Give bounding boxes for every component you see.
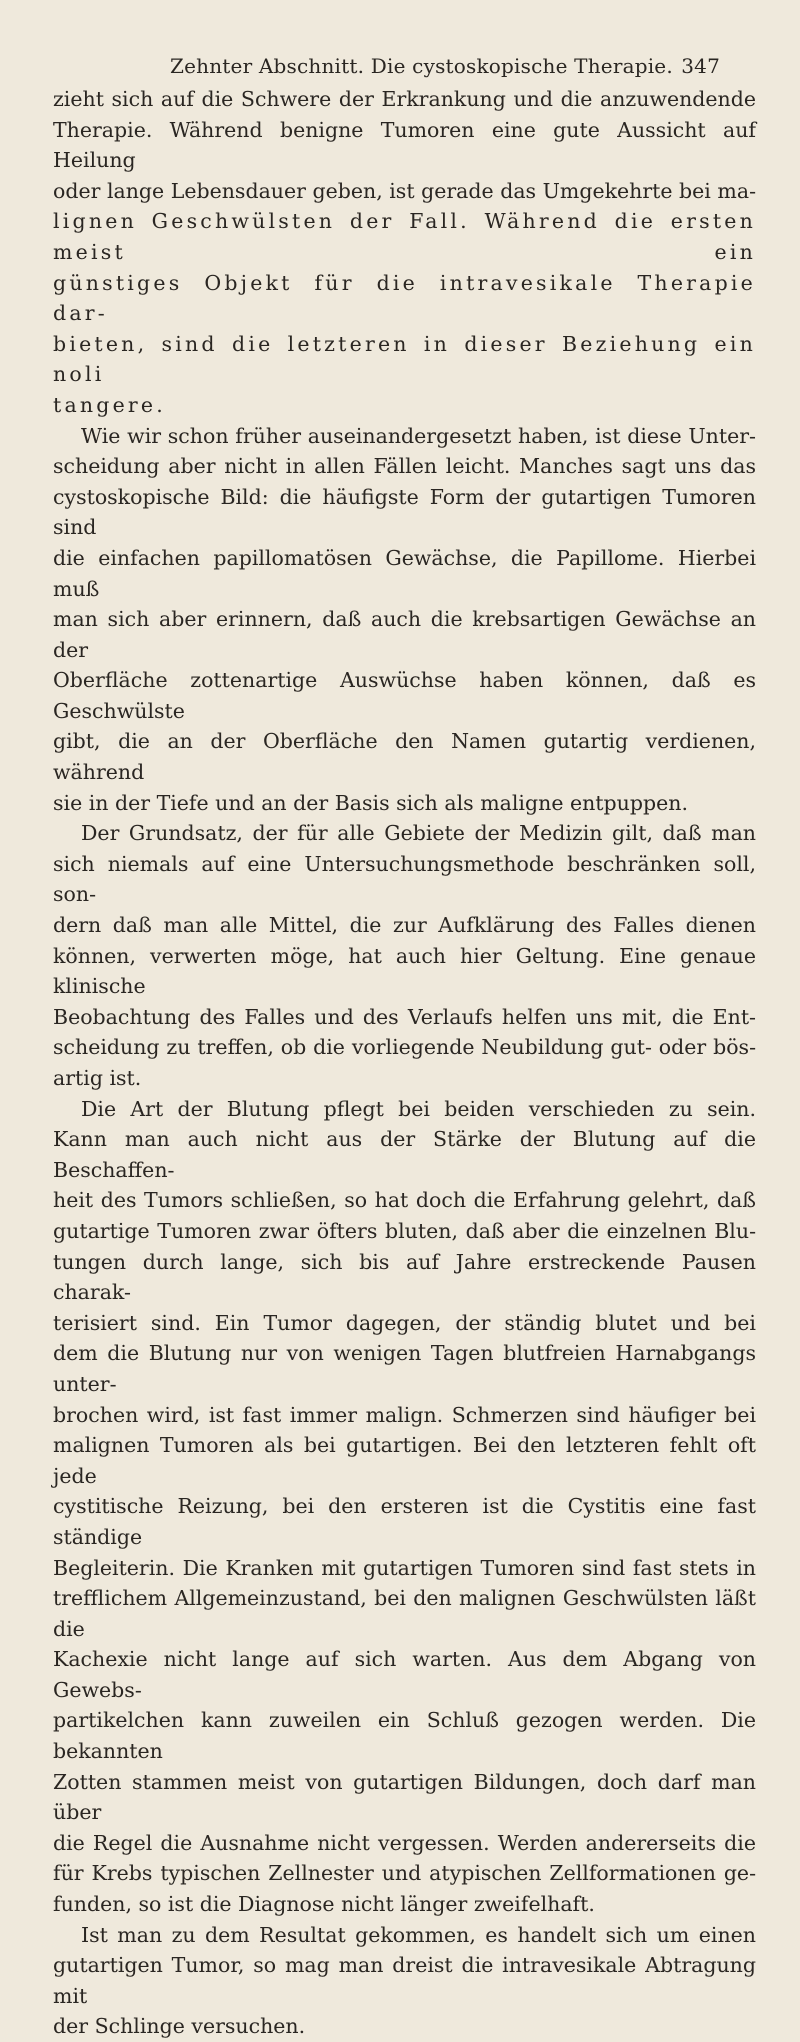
text-line: lignen Geschwülsten der Fall. Während die ersten meist ein xyxy=(53,209,756,264)
text-line: cystitische Reizung, bei den ersteren ist die Cystitis eine fast ständige xyxy=(53,1494,756,1549)
text-line: können, verwerten möge, hat auch hier Geltung. Eine genaue klinische xyxy=(53,943,756,999)
text-line: Therapie. Während benigne Tumoren eine gute Aussicht auf Heilung xyxy=(53,117,756,173)
text-line: brochen wird, ist fast immer malign. Schmerzen sind häufiger bei xyxy=(53,1402,756,1427)
text-line: Wie wir schon früher auseinandergesetzt haben, ist diese Unter- xyxy=(81,423,756,448)
text-line: Kann man auch nicht aus der Stärke der Blutung auf die Beschaffen- xyxy=(53,1127,756,1182)
text-line: die einfachen papillomatösen Gewächse, die Papillome. Hierbei muß xyxy=(53,545,756,601)
text-line: günstiges Objekt für die intravesikale Therapie dar- xyxy=(53,270,756,326)
text-line: Die Art der Blutung pflegt bei beiden verschieden zu sein. xyxy=(81,1096,756,1121)
text-line: gibt, die an der Oberfläche den Namen gutartig verdienen, während xyxy=(53,729,756,785)
text-line: sich niemals auf eine Untersuchungsmethode beschränken soll, son- xyxy=(53,851,756,907)
text-line: cystoskopische Bild: die häufigste Form der gutartigen Tumoren sind xyxy=(53,484,756,540)
text-line: Zotten stammen meist von gutartigen Bildungen, doch darf man über xyxy=(53,1769,756,1825)
text-line: tungen durch lange, sich bis auf Jahre erstreckende Pausen charak- xyxy=(53,1249,756,1305)
text-line: partikelchen kann zuweilen ein Schluß gezogen werden. Die bekannten xyxy=(53,1708,756,1764)
text-line: tangere. xyxy=(53,392,166,417)
text-line: der Schlinge versuchen. xyxy=(53,2014,306,2039)
text-line: scheidung aber nicht in allen Fällen leicht. Manches sagt uns das xyxy=(53,454,756,479)
text-line: gutartige Tumoren zwar öfters bluten, daß aber die einzelnen Blu- xyxy=(53,1218,756,1243)
text-line: sie in der Tiefe und an der Basis sich als maligne entpuppen. xyxy=(53,790,688,815)
text-line: man sich aber erinnern, daß auch die krebsartigen Gewächse an der xyxy=(53,607,756,662)
body-text xyxy=(53,84,756,2042)
text-line: bieten, sind die letzteren in dieser Beziehung ein noli xyxy=(53,331,756,387)
text-line: Oberfläche zottenartige Auswüchse haben können, daß es Geschwülste xyxy=(53,668,756,723)
text-line: gutartigen Tumor, so mag man dreist die intravesikale Abtragung mit xyxy=(53,1953,756,2008)
text-line: Beobachtung des Falles und des Verlaufs helfen uns mit, die Ent- xyxy=(53,1004,756,1029)
text-line: für Krebs typischen Zellnester und atypischen Zellformationen ge- xyxy=(53,1861,756,1886)
text-line: Begleiterin. Die Kranken mit gutartigen Tumoren sind fast stets in xyxy=(53,1555,756,1580)
text-line: dern daß man alle Mittel, die zur Aufklärung des Falles dienen xyxy=(53,913,756,938)
text-line: oder lange Lebensdauer geben, ist gerade das Umgekehrte bei ma- xyxy=(53,178,756,203)
text-line: funden, so ist die Diagnose nicht länger zweifelhaft. xyxy=(53,1892,595,1917)
text-line: Ist man zu dem Resultat gekommen, es handelt sich um einen xyxy=(81,1922,756,1947)
text-line: malignen Tumoren als bei gutartigen. Bei den letzteren fehlt oft jede xyxy=(53,1433,756,1488)
text-line: zieht sich auf die Schwere der Erkrankung und die anzuwendende xyxy=(53,87,756,111)
page-number: 347 xyxy=(681,54,720,78)
text-line: Kachexie nicht lange auf sich warten. Aus dem Abgang von Gewebs- xyxy=(53,1647,756,1702)
running-title: Zehnter Abschnitt. Die cystoskopische Therapie. xyxy=(170,54,673,78)
text-line: scheidung zu treffen, ob die vorliegende Neubildung gut- oder bös- xyxy=(53,1035,756,1060)
text-line: artig ist. xyxy=(53,1066,142,1090)
text-line: die Regel die Ausnahme nicht vergessen. Werden andererseits die xyxy=(53,1830,756,1855)
text-line: dem die Blutung nur von wenigen Tagen blutfreien Harnabgangs unter- xyxy=(53,1341,756,1396)
text-line: Der Grundsatz, der für alle Gebiete der Medizin gilt, daß man xyxy=(81,821,756,846)
text-line: trefflichem Allgemeinzustand, bei den malignen Geschwülsten läßt die xyxy=(53,1586,756,1641)
text-line: terisiert sind. Ein Tumor dagegen, der ständig blutet und bei xyxy=(53,1310,756,1335)
text-line: heit des Tumors schließen, so hat doch die Erfahrung gelehrt, daß xyxy=(53,1188,756,1213)
